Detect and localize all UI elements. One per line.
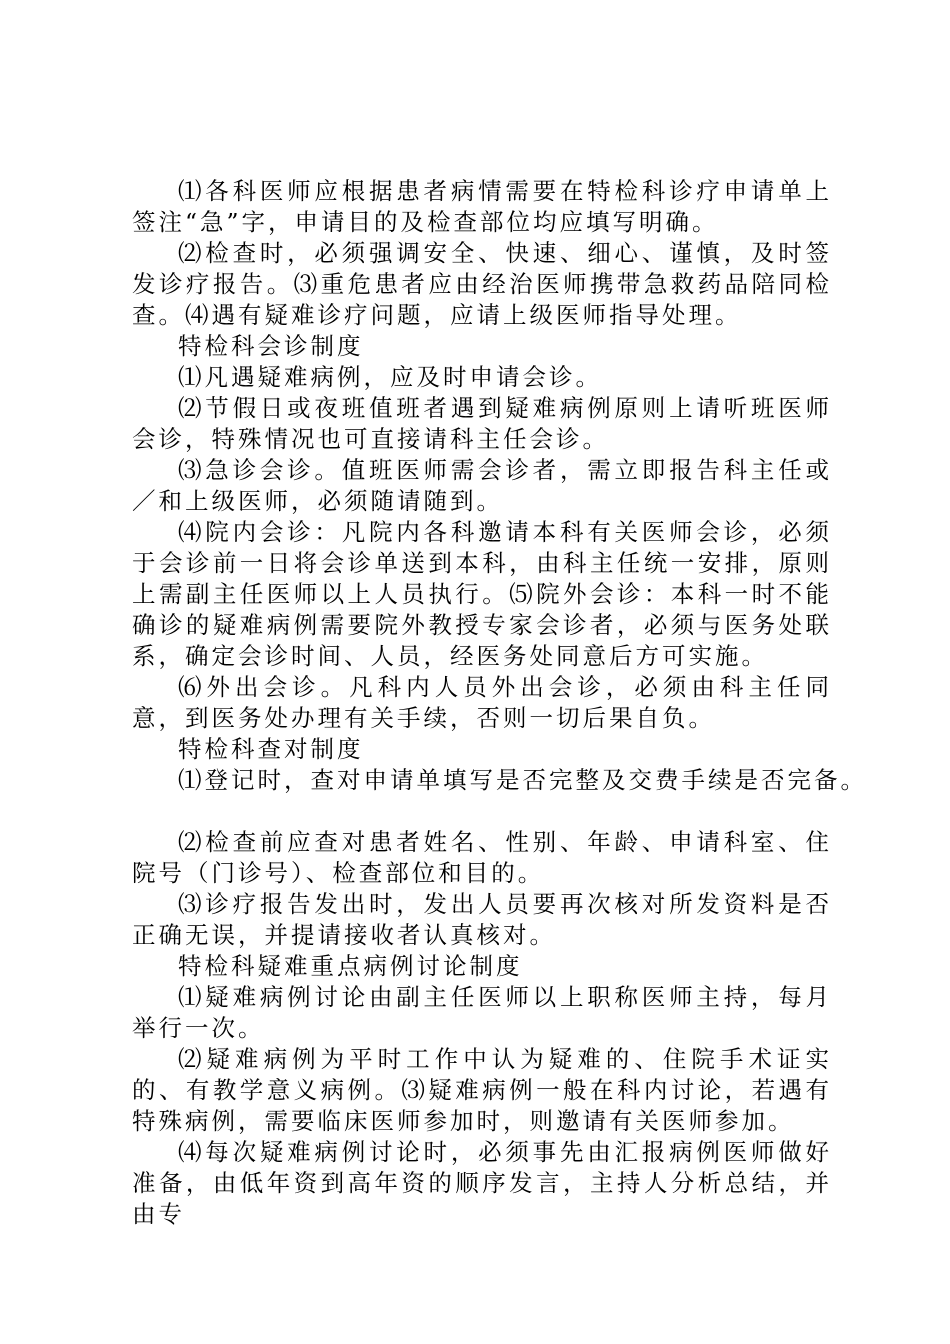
document-body — [132, 176, 867, 1230]
paragraph-consult-internal-external: ⑷院内会诊：凡院内各科邀请本科有关医师会诊，必须于会诊前一日将会诊单送到本科，由科主任统一安排，原则上需副主任医师以上人员执行。⑸院外会诊：本科一时不能确诊的疑难病例需要院外教授专家会诊者，必须与医务处联系，确定会诊时间、人员，经医务处同意后方可实施。 — [132, 518, 832, 670]
paragraph-verify-report: ⑶诊疗报告发出时，发出人员要再次核对所发资料是否正确无误，并提请接收者认真核对。 — [132, 890, 832, 949]
section-heading-consultation: 特检科会诊制度 — [178, 332, 364, 360]
paragraph-discussion-host: ⑴疑难病例讨论由副主任医师以上职称医师主持，每月举行一次。 — [132, 983, 832, 1042]
paragraph-consult-holiday: ⑵节假日或夜班值班者遇到疑难病例原则上请听班医师会诊，特殊情况也可直接请科主任会诊。 — [132, 394, 832, 453]
paragraph-consult-difficult: ⑴凡遇疑难病例，应及时申请会诊。 — [178, 363, 602, 391]
paragraph-discussion-procedure: ⑷每次疑难病例讨论时，必须事先由汇报病例医师做好准备，由低年资到高年资的顺序发言，主持人分析总结，并由专 — [132, 1138, 832, 1228]
section-heading-case-discussion: 特检科疑难重点病例讨论制度 — [178, 952, 523, 980]
paragraph-urgent-request: ⑴各科医师应根据患者病情需要在特检科诊疗申请单上签注“急”字，申请目的及检查部位均应填写明确。 — [132, 177, 832, 236]
blank-line — [132, 796, 832, 827]
section-heading-verification: 特检科查对制度 — [178, 735, 364, 763]
paragraph-consult-emergency: ⑶急诊会诊。值班医师需会诊者，需立即报告科主任或／和上级医师，必须随请随到。 — [132, 456, 832, 515]
paragraph-consult-outgoing: ⑹外出会诊。凡科内人员外出会诊，必须由科主任同意，到医务处办理有关手续，否则一切后果自负。 — [132, 673, 832, 732]
paragraph-verify-registration: ⑴登记时，查对申请单填写是否完整及交费手续是否完备。 — [178, 766, 867, 794]
paragraph-discussion-cases: ⑵疑难病例为平时工作中认为疑难的、住院手术证实的、有教学意义病例。⑶疑难病例一般在科内讨论，若遇有特殊病例，需要临床医师参加时，则邀请有关医师参加。 — [132, 1045, 832, 1135]
paragraph-verify-before-exam: ⑵检查前应查对患者姓名、性别、年龄、申请科室、住院号（门诊号）、检查部位和目的。 — [132, 828, 832, 887]
paragraph-exam-safety: ⑵检查时，必须强调安全、快速、细心、谨慎，及时签发诊疗报告。⑶重危患者应由经治医师携带急救药品陪同检查。⑷遇有疑难诊疗问题，应请上级医师指导处理。 — [132, 239, 832, 329]
